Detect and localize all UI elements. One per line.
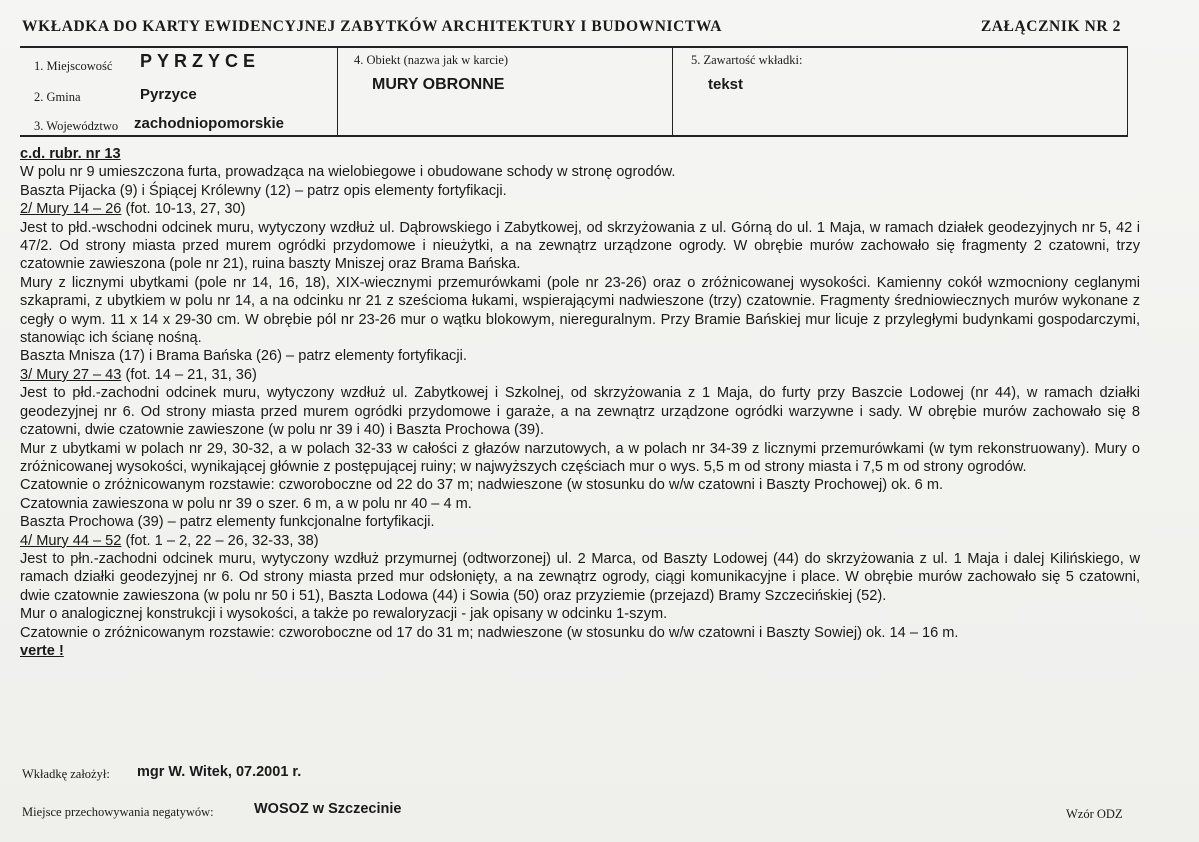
zawartosc-value: tekst bbox=[708, 76, 744, 93]
section-heading: 3/ Mury 27 – 43 bbox=[20, 366, 122, 383]
verte-note: verte ! bbox=[20, 642, 64, 659]
paragraph: Mur z ubytkami w polach nr 29, 30-32, a w polach 32-33 w całości z głazów narzutowych, a w polach nr 34-39 z licznymi przemurówkami (w tym rekonstruowany). Mury o zróżnicowanej wysokości, wynikającej głównie z postępującej ruiny; w najwyższych częściach mur o wys. 5,5 m od strony miasta i 7,5 m od strony ogrodów. bbox=[20, 440, 1140, 475]
gmina-label: 2. Gmina bbox=[34, 90, 81, 104]
rubric-heading: c.d. rubr. nr 13 bbox=[20, 146, 121, 162]
pattern-label: Wzór ODZ bbox=[1066, 807, 1123, 821]
divider-2 bbox=[672, 47, 673, 135]
body-text bbox=[20, 145, 1140, 660]
section-heading: 4/ Mury 44 – 52 bbox=[20, 532, 122, 549]
section-photo-ref: (fot. 1 – 2, 22 – 26, 32-33, 38) bbox=[121, 532, 319, 549]
zawartosc-label: 5. Zawartość wkładki: bbox=[691, 53, 803, 67]
wojewodztwo-label: 3. Województwo bbox=[34, 119, 119, 133]
paragraph: Baszta Prochowa (39) – patrz elementy funkcjonalne fortyfikacji. bbox=[20, 514, 435, 531]
obiekt-label: 4. Obiekt (nazwa jak w karcie) bbox=[354, 53, 509, 67]
divider-3 bbox=[1127, 47, 1128, 135]
author-label: Wkładkę założył: bbox=[22, 767, 110, 781]
storage-value: WOSOZ w Szczecinie bbox=[254, 801, 402, 817]
paragraph: Mury z licznymi ubytkami (pole nr 14, 16, 18), XIX-wiecznymi przemurówkami (pole nr 23-26) oraz o zróżnicowanej wysokości. Kamienny cokół wzmocniony ceglanymi szkaprami, z ubytkiem w polu nr 14, a na odcinku nr 21 z sześcioma łukami, wspierającymi nadwieszone (trzy) czatownie. Fragmenty średniowiecznych murów wykonane z cegły o wym. 11 x 14 x 29-30 cm. W obrębie pól nr 23-26 mur o wątku blokowym, niereguralnym. Przy Bramie Bańskiej mur licuje z przyległymi budynkami gospodarczymi, stanowiąc ich ścianę nośną. bbox=[20, 274, 1140, 347]
section-heading: 2/ Mury 14 – 26 bbox=[20, 201, 122, 218]
paragraph: Jest to płd.-wschodni odcinek muru, wytyczony wzdłuż ul. Dąbrowskiego i Zabytkowej, od skrzyżowania z ul. Górną do ul. 1 Maja, w ramach działek geodezyjnych nr 5, 42 i 47/2. Od strony miasta przed murem ogródki przydomowe i nieużytki, a na zewnątrz urządzone ogrody. W obrębie murów zachowało się fragmenty 2 czatowni, trzy czatownie zawieszona (pole nr 21), ruina baszty Mniszej oraz Brama Bańska. bbox=[20, 219, 1140, 273]
paragraph: Baszta Pijacka (9) i Śpiącej Królewny (12) – patrz opis elementy fortyfikacji. bbox=[20, 182, 507, 199]
storage-label: Miejsce przechowywania negatywów: bbox=[22, 805, 214, 819]
paragraph: Mur o analogicznej konstrukcji i wysokości, a także po rewaloryzacji - jak opisany w odcinku 1-szym. bbox=[20, 606, 668, 623]
paragraph: Czatownie o zróżnicowanym rozstawie: czworoboczne od 22 do 37 m; nadwieszone (w stosunku do w/w czatowni i Baszty Prochowej) ok. 6 m. bbox=[20, 477, 944, 494]
miejscowosc-label: 1. Miejscowość bbox=[34, 59, 113, 73]
paragraph: Czatownia zawieszona w polu nr 39 o szer. 6 m, a w polu nr 40 – 4 m. bbox=[20, 495, 472, 512]
author-value: mgr W. Witek, 07.2001 r. bbox=[137, 764, 302, 780]
paragraph: Czatownie o zróżnicowanym rozstawie: czworoboczne od 17 do 31 m; nadwieszone (w stosunku do w/w czatowni i Baszty Sowiej) ok. 14 – 16 m. bbox=[20, 624, 959, 641]
header-fields-box bbox=[20, 47, 1128, 137]
obiekt-value: MURY OBRONNE bbox=[372, 76, 505, 93]
paragraph: Jest to płd.-zachodni odcinek muru, wytyczony wzdłuż ul. Zabytkowej i Szkolnej, od skrzyżowania z 1 Maja, do furty przy Baszcie Lodowej (nr 44), w ramach działki geodezyjnej nr 6. Od strony miasta przed murem ogródki przydomowe i garaże, a na zewnątrz urządzone ogródki warzywne i sady. W obrębie murów zachowało się 8 czatowni, dwie czatownie zawieszone (w polu nr 39 i 40) i Baszta Prochowa (39). bbox=[20, 385, 1140, 439]
section-photo-ref: (fot. 14 – 21, 31, 36) bbox=[121, 366, 257, 383]
paragraph: W polu nr 9 umieszczona furta, prowadząca na wielobiegowe i obudowane schody w stronę ogrodów. bbox=[20, 164, 676, 181]
wojewodztwo-value: zachodniopomorskie bbox=[134, 115, 285, 132]
annex-label: ZAŁĄCZNIK NR 2 bbox=[980, 18, 1121, 35]
paragraph: Jest to płn.-zachodni odcinek muru, wytyczony wzdłuż przymurnej (odtworzonej) ul. 2 Marca, od Baszty Lodowej (44) do skrzyżowania z ul. 1 Maja i dalej Kilińskiego, w ramach działki geodezyjnej nr 6. Od strony miasta przed mur odsłonięty, a na zewnątrz ogrody, ciągi komunikacyjne i place. W obrębie murów zachowało się 5 czatowni, dwie czatownie zawieszona (w polu nr 50 i 51), Baszta Lodowa (44) i Sowia (50) oraz przyziemie (przejazd) Bramy Szczecińskiej (52). bbox=[20, 550, 1140, 604]
paragraph: Baszta Mnisza (17) i Brama Bańska (26) – patrz elementy fortyfikacji. bbox=[20, 348, 467, 365]
divider-1 bbox=[337, 47, 338, 135]
document-title: WKŁADKA DO KARTY EWIDENCYJNEJ ZABYTKÓW ARCHITEKTURY I BUDOWNICTWA bbox=[22, 18, 723, 35]
section-photo-ref: (fot. 10-13, 27, 30) bbox=[121, 201, 246, 218]
miejscowosc-value: PYRZYCE bbox=[140, 51, 261, 71]
gmina-value: Pyrzyce bbox=[140, 86, 197, 103]
